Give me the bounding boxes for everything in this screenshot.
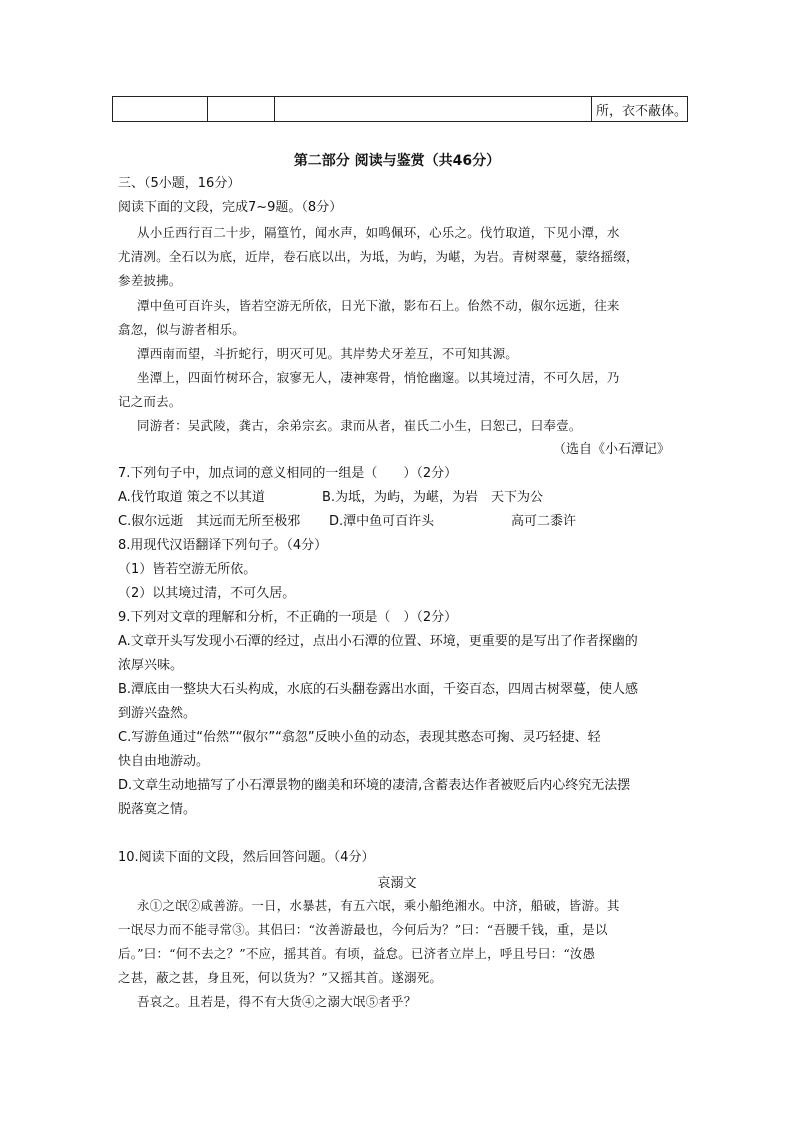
question-8-sentence-2: （2）以其境过清，不可久居。 (118, 586, 296, 601)
passage-line: 翕忽，似与游者相乐。 (118, 322, 246, 337)
passage-2-line: 一氓尽力而不能寻常③。其侣曰：“汝善游最也，今何后为？”曰：“吾腰千钱，重，是以 (118, 922, 608, 937)
table-cell: 所，衣不蔽体。 (592, 97, 688, 122)
question-9-line: C.写游鱼通过“佁然”“俶尔”“翕忽”反映小鱼的动态，表现其憨态可掬、灵巧轻捷、轻 (118, 730, 601, 745)
table-cell (113, 97, 208, 122)
question-9-line: A.文章开头写发现小石潭的经过，点出小石潭的位置、环境，更重要的是写出了作者探幽的 (118, 634, 638, 649)
question-9-stem: 9.下列对文章的理解和分析，不正确的一项是（ ）（2分） (118, 610, 458, 625)
section-title: 第二部分 阅读与鉴赏（共46分） (293, 153, 501, 169)
question-8-sentence-1: （1）皆若空游无所依。 (118, 562, 257, 577)
passage-2-line: 吾哀之。且若是，得不有大货④之溺大氓⑤者乎？ (137, 994, 417, 1009)
passage-source: （选自《小石潭记》 (552, 442, 670, 457)
passage-line: 坐潭上，四面竹树环合，寂寥无人，凄神寒骨，悄怆幽邃。以其境过清，不可久居，乃 (137, 370, 620, 385)
question-9-line: D.文章生动地描写了小石潭景物的幽美和环境的凄清,含蓄表达作者被贬后内心终究无法摆 (118, 778, 631, 793)
question-7-option-a: A.伐竹取道 策之不以其道 (118, 490, 265, 505)
passage-2-line: 永①之氓②咸善游。一日，水暴甚，有五六氓，乘小船绝湘水。中济，船破，皆游。其 (137, 898, 620, 913)
passage-line: 参差披拂。 (118, 273, 182, 288)
passage-line: 记之而去。 (118, 394, 182, 409)
question-9-line: B.潭底由一整块大石头构成，水底的石头翻卷露出水面，千姿百态，四周古树翠蔓，使人感 (118, 682, 639, 697)
passage-line: 尤清冽。全石以为底，近岸，卷石底以出，为坻，为屿，为嵁，为岩。青树翠蔓，蒙络摇缀， (118, 249, 639, 264)
question-7-option-d: D.潭中鱼可百许头 (329, 514, 435, 529)
passage-2-title: 哀溺文 (377, 876, 417, 891)
passage-line: 从小丘西行百二十步，隔篁竹，闻水声，如鸣佩环，心乐之。伐竹取道，下见小潭，水 (137, 225, 620, 240)
table-row (113, 97, 688, 122)
question-7-stem: 7.下列句子中，加点词的意义相同的一组是（ ）（2分） (118, 466, 458, 481)
question-9-line: 浓厚兴味。 (118, 658, 184, 673)
section-subheading: 三、（5小题，16分） (118, 176, 241, 191)
table-cell (275, 97, 592, 122)
question-7-option-d-second: 高可二黍许 (511, 514, 577, 529)
table-cell (208, 97, 275, 122)
question-9-line: 快自由地游动。 (118, 754, 210, 769)
passage-2-line: 之甚，蔽之甚，身且死，何以货为？”又摇其首。遂溺死。 (118, 970, 443, 985)
passage-line: 潭西南而望，斗折蛇行，明灭可见。其岸势犬牙差互，不可知其源。 (137, 346, 519, 361)
passage-line: 同游者：吴武陵，龚古，余弟宗玄。隶而从者，崔氏二小生，曰恕己，曰奉壹。 (137, 418, 582, 433)
question-8-stem: 8.用现代汉语翻译下列句子。（4分） (118, 538, 328, 553)
question-7-option-c: C.俶尔远逝 其远而无所至极邪 (118, 514, 301, 529)
question-9-line: 到游兴盎然。 (118, 706, 197, 721)
passage-2-line: 后。”曰：“何不去之？”不应，摇其首。有顷，益怠。已济者立岸上，呼且号曰：“汝愚 (118, 946, 596, 961)
question-9-line: 脱落寞之情。 (118, 802, 197, 817)
question-7-option-b: B.为坻，为屿，为嵁，为岩 天下为公 (322, 490, 544, 505)
instruction: 阅读下面的文段，完成7~9题。（8分） (118, 200, 343, 215)
passage-line: 潭中鱼可百许头，皆若空游无所依，日光下澈，影布石上。佁然不动，俶尔远逝，往来 (137, 298, 620, 313)
question-10-stem: 10.阅读下面的文段，然后回答问题。（4分） (118, 850, 375, 865)
answer-table-fragment (112, 96, 688, 122)
